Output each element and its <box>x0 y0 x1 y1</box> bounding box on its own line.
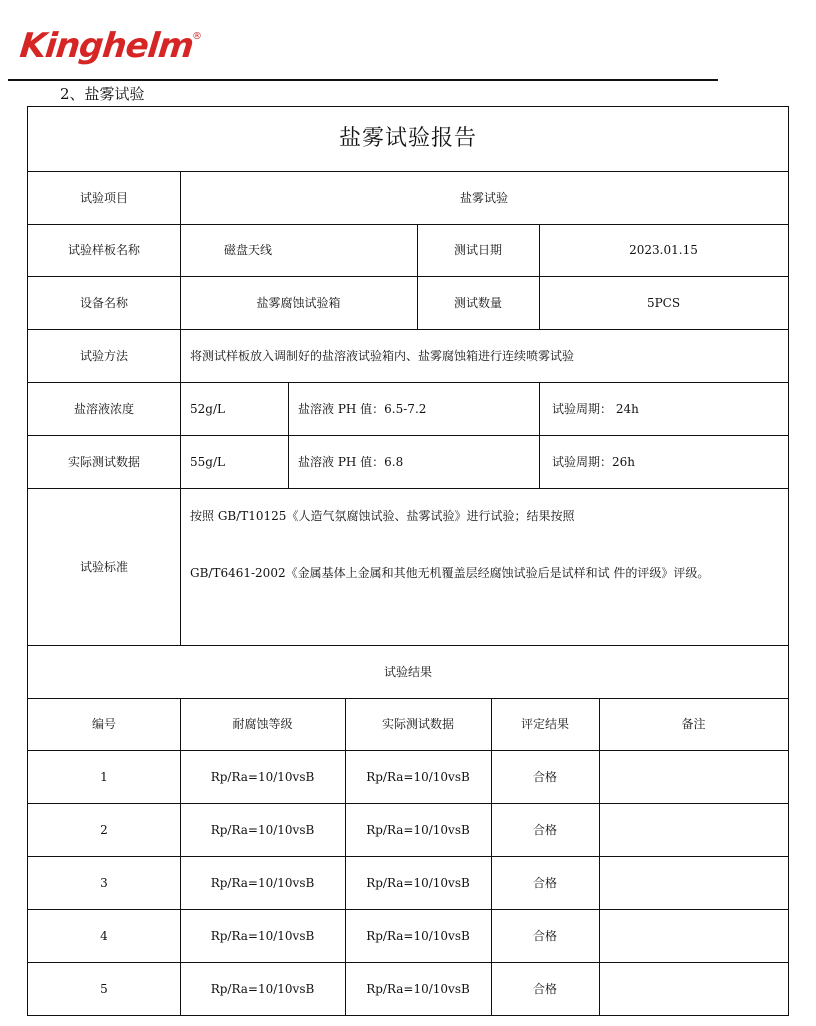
concentration-period: 试验周期： 24h <box>552 401 639 416</box>
report-title: 盐雾试验报告 <box>338 126 477 151</box>
standard-label: 试验标准 <box>79 559 128 574</box>
test-item-value: 盐雾试验 <box>459 190 508 205</box>
quantity-label: 测试数量 <box>453 295 502 310</box>
kinghelm-logo: Kinghelm <box>17 26 195 66</box>
results-header-result: 评定结果 <box>520 717 569 731</box>
concentration-label: 盐溶液浓度 <box>73 401 134 416</box>
registered-mark: ® <box>192 31 202 42</box>
results-header-data: 实际测试数据 <box>381 717 454 731</box>
result-data: Rp/Ra=10/10vsB <box>366 981 470 996</box>
result-note <box>599 803 788 856</box>
concentration-value: 52g/L <box>190 401 225 416</box>
result-note <box>599 750 788 803</box>
result-data: Rp/Ra=10/10vsB <box>366 769 470 784</box>
results-title: 试验结果 <box>383 664 432 679</box>
result-grade: Rp/Ra=10/10vsB <box>210 928 315 943</box>
actual-data-label: 实际测试数据 <box>67 454 140 469</box>
test-date-label: 测试日期 <box>453 243 502 257</box>
result-verdict: 合格 <box>532 769 557 784</box>
equipment-label: 设备名称 <box>79 295 128 310</box>
sample-name-value: 磁盘天线 <box>224 243 273 257</box>
test-date-value: 2023.01.15 <box>629 243 698 257</box>
actual-data-value: 55g/L <box>190 454 225 469</box>
result-note <box>599 962 788 1015</box>
result-data: Rp/Ra=10/10vsB <box>366 875 470 890</box>
salt-spray-report-table <box>27 106 789 1016</box>
result-no: 4 <box>100 928 108 943</box>
result-verdict: 合格 <box>532 875 557 890</box>
quantity-value: 5PCS <box>646 295 681 310</box>
method-label: 试验方法 <box>79 348 128 363</box>
result-data: Rp/Ra=10/10vsB <box>366 822 470 837</box>
results-header-no: 编号 <box>91 717 116 731</box>
results-header-grade: 耐腐蚀等级 <box>232 717 293 731</box>
result-no: 5 <box>100 981 108 996</box>
standard-text-line1: 按照 GB/T10125《人造气氛腐蚀试验、盐雾试验》进行试验；结果按照 <box>190 509 575 523</box>
standard-text-line2: GB/T6461-2002《金属基体上金属和其他无机覆盖层经腐蚀试验后是试样和试 件的评级》评级。 <box>190 566 710 580</box>
result-grade: Rp/Ra=10/10vsB <box>210 769 315 784</box>
result-grade: Rp/Ra=10/10vsB <box>210 875 315 890</box>
result-verdict: 合格 <box>532 822 557 837</box>
result-verdict: 合格 <box>532 928 557 943</box>
result-verdict: 合格 <box>532 981 557 996</box>
header-divider <box>8 79 718 81</box>
result-note <box>599 909 788 962</box>
result-data: Rp/Ra=10/10vsB <box>366 928 470 943</box>
concentration-ph: 盐溶液 PH 值：6.5-7.2 <box>298 401 427 416</box>
method-value: 将测试样板放入调制好的盐溶液试验箱内、盐雾腐蚀箱进行连续喷雾试验 <box>190 348 575 363</box>
results-header-note: 备注 <box>681 717 706 731</box>
result-no: 3 <box>100 875 108 890</box>
result-note <box>599 856 788 909</box>
actual-data-ph: 盐溶液 PH 值：6.8 <box>298 454 404 469</box>
sample-name-label: 试验样板名称 <box>67 243 140 257</box>
actual-data-period: 试验周期：26h <box>552 454 635 469</box>
section-heading: 2、盐雾试验 <box>60 85 145 103</box>
result-grade: Rp/Ra=10/10vsB <box>210 981 315 996</box>
result-grade: Rp/Ra=10/10vsB <box>210 822 315 837</box>
result-no: 2 <box>100 822 108 837</box>
equipment-value: 盐雾腐蚀试验箱 <box>256 295 341 310</box>
result-no: 1 <box>100 769 108 784</box>
test-item-label: 试验项目 <box>79 190 128 205</box>
